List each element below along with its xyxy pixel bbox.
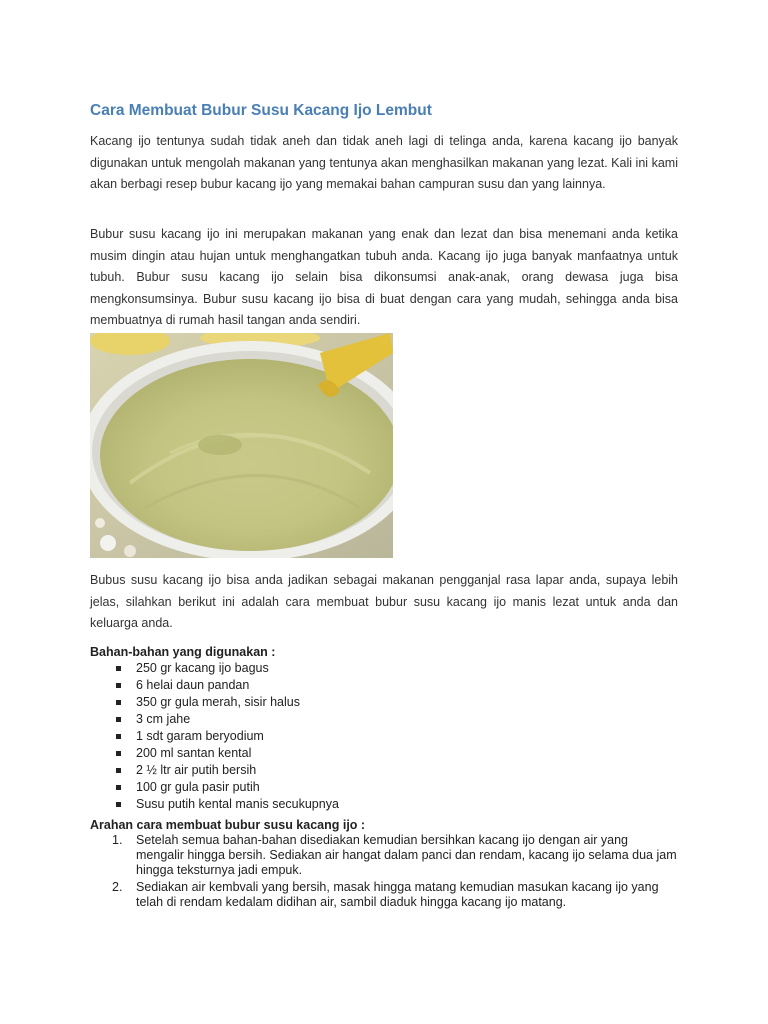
list-item: 1 sdt garam beryodium	[90, 728, 339, 745]
step-number: 1.	[112, 833, 123, 847]
list-item	[90, 880, 678, 910]
instructions-list	[90, 833, 678, 912]
bubur-photo	[90, 333, 393, 558]
list-item: 3 cm jahe	[90, 711, 339, 728]
list-item: 6 helai daun pandan	[90, 677, 339, 694]
list-item: 200 ml santan kental	[90, 745, 339, 762]
paragraph-transition: Bubus susu kacang ijo bisa anda jadikan sebagai makanan pengganjal rasa lapar anda, supaya lebih jelas, silahkan berikut ini adalah cara membuat bubur susu kacang ijo manis lezat untuk anda dan keluarga anda.	[90, 573, 678, 630]
list-item: 2 ½ ltr air putih bersih	[90, 762, 339, 779]
paragraph-intro: Kacang ijo tentunya sudah tidak aneh dan tidak aneh lagi di telinga anda, karena kacang ijo banyak digunakan untuk mengolah makanan yang tentunya akan menghasilkan makanan yang lezat. Kali ini kami akan berbagi resep bubur kacang ijo yang memakai bahan campuran susu dan yang lainnya.	[90, 134, 678, 191]
step-number: 2.	[112, 880, 123, 894]
list-item	[90, 833, 678, 878]
ingredients-list	[90, 660, 339, 813]
list-item: Susu putih kental manis secukupnya	[90, 796, 339, 813]
instructions-heading: Arahan cara membuat bubur susu kacang ijo :	[90, 818, 366, 832]
step-text: Setelah semua bahan-bahan disediakan kemudian bersihkan kacang ijo dengan air yang mengalir hingga bersih. Sediakan air hangat dalam panci dan rendam, kacang ijo selama dua jam hingga teksturnya jadi empuk.	[136, 833, 677, 877]
step-text: Sediakan air kembvali yang bersih, masak hingga matang kemudian masukan kacang ijo yang telah di rendam kedalam didihan air, sambil diaduk hingga kacang ijo matang.	[136, 880, 659, 909]
list-item: 250 gr kacang ijo bagus	[90, 660, 339, 677]
list-item: 350 gr gula merah, sisir halus	[90, 694, 339, 711]
article-title: Cara Membuat Bubur Susu Kacang Ijo Lembut	[90, 102, 432, 119]
paragraph-description: Bubur susu kacang ijo ini merupakan makanan yang enak dan lezat dan bisa menemani anda ketika musim dingin atau hujan untuk menghangatkan tubuh anda. Kacang ijo juga banyak manfaatnya untuk tubuh. Bubur susu kacang ijo selain bisa dikonsumsi anak-anak, orang dewasa juga bisa mengkonsumsinya. Bubur susu kacang ijo bisa di buat dengan cara yang mudah, sehingga anda bisa membuatnya di rumah hasil tangan anda sendiri.	[90, 227, 678, 327]
list-item: 100 gr gula pasir putih	[90, 779, 339, 796]
ingredients-heading: Bahan-bahan yang digunakan :	[90, 645, 276, 659]
